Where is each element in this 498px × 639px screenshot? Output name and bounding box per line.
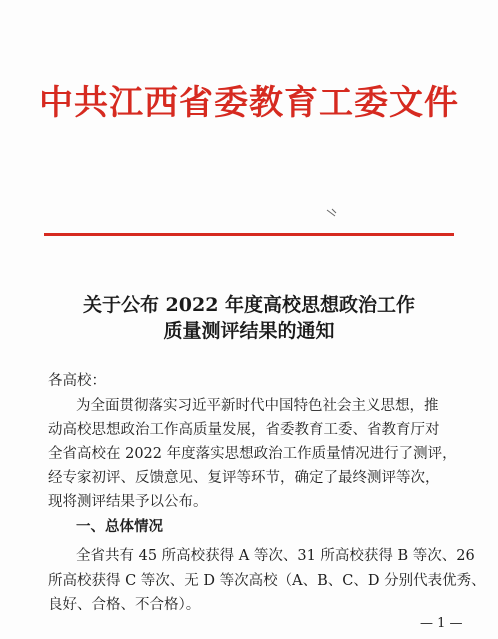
masthead-red-rule xyxy=(44,233,454,236)
paragraph-1-line-1: 为全面贯彻落实习近平新时代中国特色社会主义思想，推 xyxy=(76,398,439,414)
paragraph-1-line-4: 经专家初评、反馈意见、复评等环节，确定了最终测评等次， xyxy=(48,470,440,486)
notice-title-line-1: 关于公布 2022 年度高校思想政治工作 xyxy=(82,294,416,316)
notice-title-line-2: 质量测评结果的通知 xyxy=(163,320,335,342)
section-1-heading: 一、总体情况 xyxy=(76,518,163,535)
paragraph-1-line-5: 现将测评结果予以公布。 xyxy=(48,494,208,510)
paragraph-1-line-3: 全省高校在 2022 年度落实思想政治工作质量情况进行了测评， xyxy=(48,446,457,462)
masthead-title: 中共江西省委教育工委文件 xyxy=(39,83,459,123)
paragraph-2-line-1: 全省共有 45 所高校获得 A 等次、31 所高校获得 B 等次、26 xyxy=(76,548,475,564)
salutation: 各高校： xyxy=(48,373,106,389)
paragraph-2-line-2: 所高校获得 C 等次、无 D 等次高校（A、B、C、D 分别代表优秀、 xyxy=(48,573,486,589)
stray-mark-icon xyxy=(326,208,338,218)
paragraph-1-line-2: 动高校思想政治工作高质量发展，省委教育工委、省教育厅对 xyxy=(48,422,440,438)
page-number: — 1 — xyxy=(420,616,463,631)
paragraph-2-line-3: 良好、合格、不合格）。 xyxy=(48,597,201,613)
